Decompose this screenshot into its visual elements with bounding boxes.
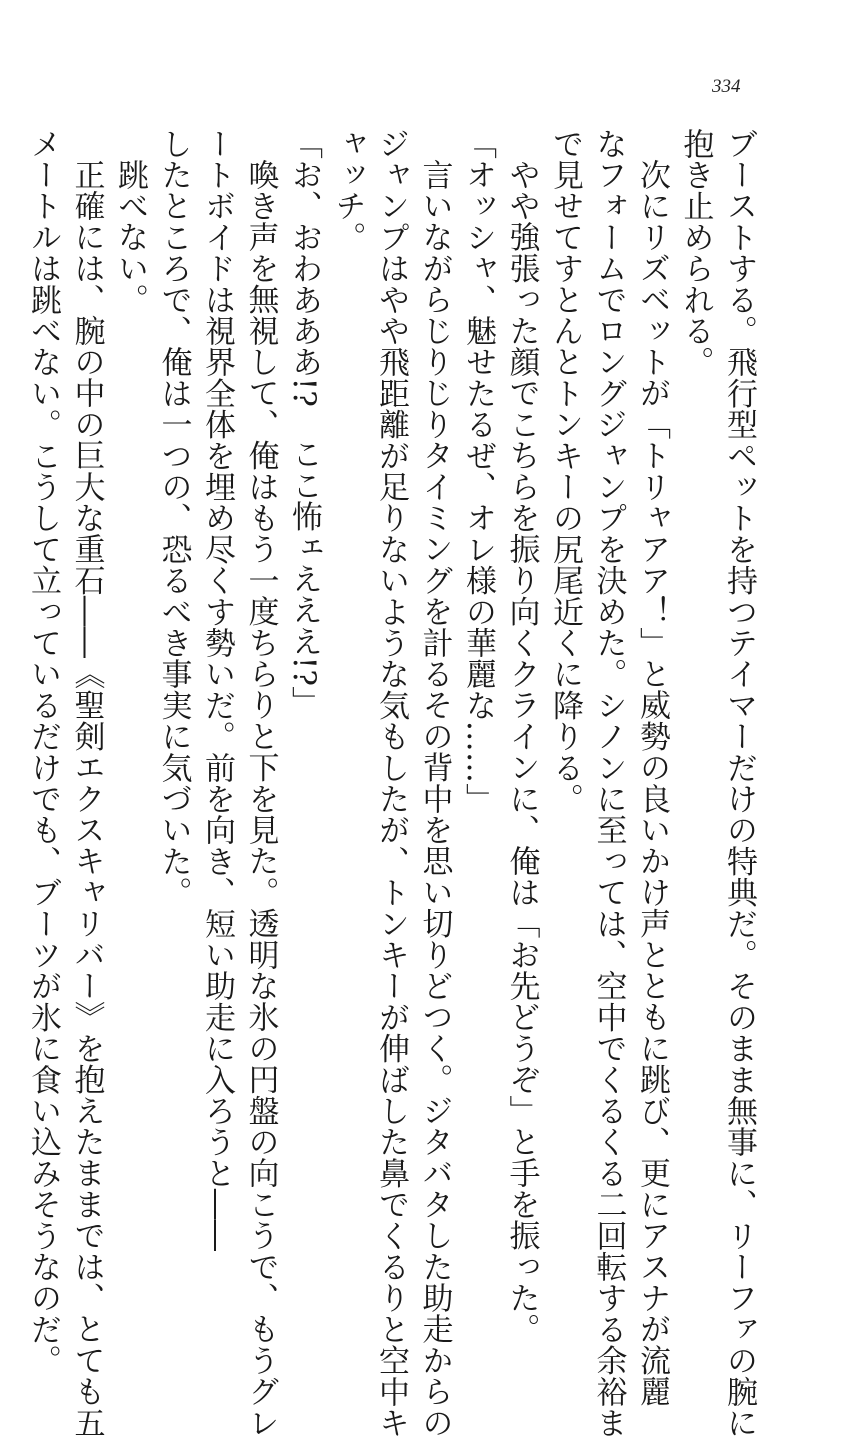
- novel-text-body: [21, 128, 761, 1438]
- text-line: 言いながらじりじりタイミングを計るその背中を思い切りどつく。ジタバタした助走からの: [416, 159, 453, 1438]
- text-line: ブーストする。飛行型ペットを持つテイマーだけの特典だ。そのまま無事に、リーファの腕に: [721, 128, 757, 1438]
- text-line: 抱き止められる。: [677, 128, 714, 378]
- text-line: 跳べない。: [112, 159, 148, 315]
- text-line: 次にリズベットが「トリャアア！」と威勢の良いかけ声とともに跳び、更にアスナが流麗: [634, 159, 670, 1407]
- text-line: ートボイドは視界全体を埋め尽くす勢いだ。前を向き、短い助走に入ろうと――: [199, 128, 235, 1252]
- text-line: 「お、おわあああ!? ここ怖ェえええ!?」: [286, 128, 322, 718]
- page-number: 334: [712, 76, 741, 97]
- text-line: したところで、俺は一つの、恐るべき事実に気づいた。: [155, 128, 192, 908]
- text-line: やや強張った顔でこちらを振り向くクラインに、俺は「お先どうぞ」と手を振った。: [503, 159, 540, 1345]
- text-line: ジャンプはやや飛距離が足りないような気もしたが、トンキーが伸ばした鼻でくるりと空中キ: [373, 128, 409, 1438]
- text-line: なフォームでロングジャンプを決めた。シノンに至っては、空中でくるくる二回転する余裕ま: [590, 128, 627, 1438]
- text-line: 「オッシャ、魅せたるぜ、オレ様の華麗な……」: [460, 128, 496, 815]
- text-line: 正確には、腕の中の巨大な重石――《聖剣エクスキャリバー》を抱えたままでは、とても五: [68, 159, 105, 1438]
- text-line: ャッチ。: [329, 128, 366, 253]
- text-line: メートルは跳べない。こうして立っているだけでも、ブーツが氷に食い込みそうなのだ。: [25, 128, 61, 1376]
- text-line: で見せてすとんとトンキーの尻尾近くに降りる。: [547, 128, 583, 815]
- text-line: 喚き声を無視して、俺はもう一度ちらりと下を見た。透明な氷の円盤の向こうで、もうグレ: [242, 159, 279, 1438]
